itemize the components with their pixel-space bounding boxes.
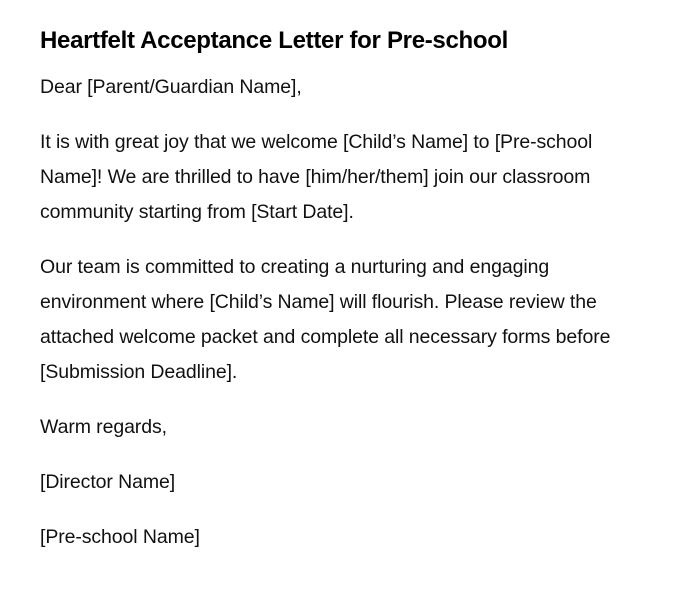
letter-closing: Warm regards, [40, 416, 167, 438]
signature-name: [Director Name] [40, 471, 176, 493]
letter-paragraph-welcome: It is with great joy that we welcome [Child’s Name] to [Pre-school Name]! We are thrilled to have [him/her/them] join our classroom community starting from [Start Date]. [40, 131, 593, 223]
letter-title: Heartfelt Acceptance Letter for Pre-school [40, 27, 508, 54]
signature-organization: [Pre-school Name] [40, 526, 200, 548]
letter-paragraph-instructions: Our team is committed to creating a nurturing and engaging environment where [Child’s Name] will flourish. Please review the attached welcome packet and complete all necessary forms before [Submission Deadline]. [40, 256, 611, 383]
letter-greeting: Dear [Parent/Guardian Name], [40, 76, 302, 98]
